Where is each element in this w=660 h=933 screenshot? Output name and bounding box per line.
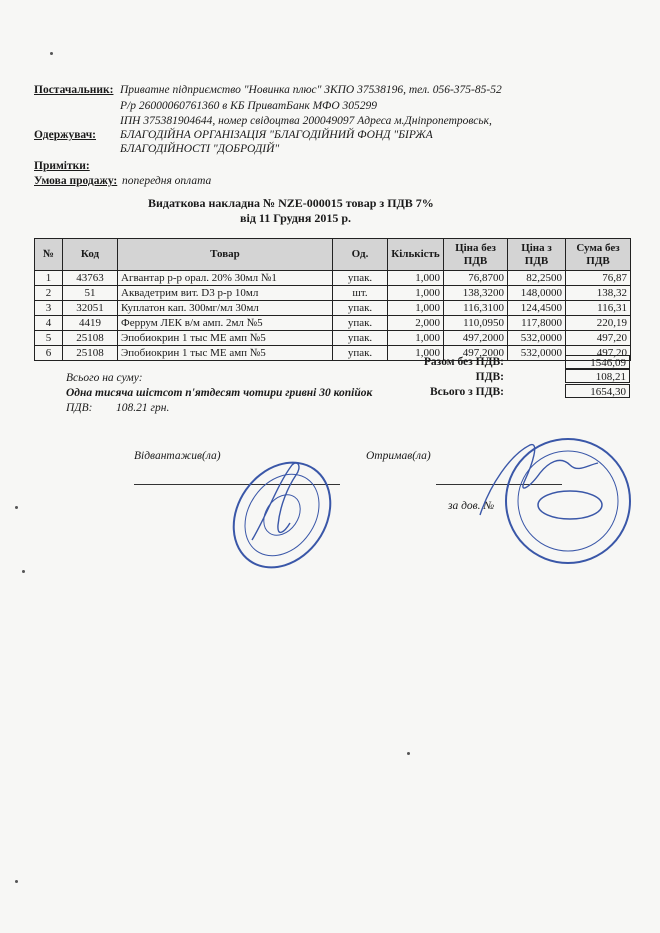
cell-sum-no-vat: 497,20 — [566, 346, 631, 361]
table-row — [35, 346, 631, 361]
cell-product: Феррум ЛЕК в/м амп. 2мл №5 — [118, 316, 333, 331]
table-row — [35, 316, 631, 331]
supplier-line-2: Р/р 26000060761360 в КБ ПриватБанк МФО 305299 — [120, 100, 378, 112]
cell-code: 25108 — [63, 331, 118, 346]
scan-speck — [15, 880, 18, 883]
cell-price-with-vat: 82,2500 — [508, 271, 566, 286]
cell-price-with-vat: 148,0000 — [508, 286, 566, 301]
receiver-line-1: БЛАГОДІЙНА ОРГАНІЗАЦІЯ "БЛАГОДІЙНИЙ ФОНД "БІРЖА — [120, 129, 433, 141]
vat-summary-value: 108.21 грн. — [116, 402, 170, 414]
terms-value: попередня оплата — [122, 175, 212, 187]
document-date: від 11 Грудня 2015 р. — [240, 211, 352, 225]
document-title: Видаткова накладна № NZE-000015 товар з ПДВ 7% — [148, 196, 434, 210]
cell-code: 25108 — [63, 346, 118, 361]
supplier-line-1: Приватне підприємство "Новинка плюс" ЗКПО 37538196, тел. 056-375-85-52 — [120, 84, 502, 96]
supplier-label: Постачальник: — [34, 84, 114, 96]
col-header-code: Код — [63, 239, 118, 271]
cell-quantity: 1,000 — [388, 271, 444, 286]
table-header-row — [35, 239, 631, 271]
terms-label: Умова продажу: — [34, 175, 118, 187]
receiver-signature — [480, 445, 598, 515]
col-header-sum-no-vat: Сума без ПДВ — [566, 239, 631, 271]
cell-price-no-vat: 497,2000 — [444, 346, 508, 361]
table-row — [35, 331, 631, 346]
col-header-quantity: Кількість — [388, 239, 444, 271]
receiver-stamp — [470, 425, 640, 585]
subtotal-value: 1546,09 — [565, 355, 630, 369]
cell-sum-no-vat: 220,19 — [566, 316, 631, 331]
cell-code: 51 — [63, 286, 118, 301]
table-row — [35, 301, 631, 316]
cell-price-no-vat: 116,3100 — [444, 301, 508, 316]
cell-product: Куплатон кап. 300мг/мл 30мл — [118, 301, 333, 316]
scan-speck — [407, 752, 410, 755]
receiver-label: Одержувач: — [34, 129, 97, 141]
col-header-product: Товар — [118, 239, 333, 271]
cell-number: 2 — [35, 286, 63, 301]
cell-product: Аквадетрим вит. D3 р-р 10мл — [118, 286, 333, 301]
col-header-price-with-vat: Ціна з ПДВ — [508, 239, 566, 271]
cell-sum-no-vat: 497,20 — [566, 331, 631, 346]
cell-number: 6 — [35, 346, 63, 361]
cell-quantity: 1,000 — [388, 286, 444, 301]
cell-product: Эпобиокрин 1 тыс МЕ амп №5 — [118, 331, 333, 346]
cell-price-no-vat: 76,8700 — [444, 271, 508, 286]
vat-value: 108,21 — [565, 369, 630, 383]
cell-product: Агвантар р-р орал. 20% 30мл №1 — [118, 271, 333, 286]
table-row — [35, 271, 631, 286]
cell-code: 43763 — [63, 271, 118, 286]
scan-speck — [15, 506, 18, 509]
cell-quantity: 2,000 — [388, 316, 444, 331]
cell-unit: шт. — [333, 286, 388, 301]
sum-in-words: Одна тисяча шістсот п'ятдесят чотири гривні 30 копійок — [66, 387, 373, 399]
cell-unit: упак. — [333, 331, 388, 346]
cell-price-with-vat: 532,0000 — [508, 346, 566, 361]
cell-code: 32051 — [63, 301, 118, 316]
notes-label: Примітки: — [34, 160, 90, 172]
stamp-seal — [222, 445, 342, 585]
cell-price-no-vat: 110,0950 — [444, 316, 508, 331]
proxy-label: за дов. № — [448, 500, 495, 512]
table-row — [35, 286, 631, 301]
vat-summary-label: ПДВ: — [66, 402, 93, 414]
total-label: Всього з ПДВ: — [429, 386, 504, 398]
supplier-stamp — [222, 445, 342, 585]
cell-number: 3 — [35, 301, 63, 316]
total-value: 1654,30 — [565, 384, 630, 398]
shipped-by-label: Відвантажив(ла) — [134, 450, 221, 462]
cell-code: 4419 — [63, 316, 118, 331]
col-header-price-no-vat: Ціна без ПДВ — [444, 239, 508, 271]
supplier-line-3: ІПН 375381904644, номер свідоцтва 200049097 Адреса м.Дніпропетровськ, — [120, 115, 492, 127]
cell-number: 5 — [35, 331, 63, 346]
vat-label: ПДВ: — [475, 371, 504, 383]
cell-number: 1 — [35, 271, 63, 286]
cell-quantity: 1,000 — [388, 346, 444, 361]
cell-unit: упак. — [333, 346, 388, 361]
cell-unit: упак. — [333, 271, 388, 286]
cell-sum-no-vat: 138,32 — [566, 286, 631, 301]
cell-price-with-vat: 117,8000 — [508, 316, 566, 331]
cell-sum-no-vat: 116,31 — [566, 301, 631, 316]
cell-quantity: 1,000 — [388, 301, 444, 316]
cell-unit: упак. — [333, 301, 388, 316]
cell-unit: упак. — [333, 316, 388, 331]
cell-price-no-vat: 138,3200 — [444, 286, 508, 301]
scan-speck — [50, 52, 53, 55]
stamp-seal — [506, 439, 630, 563]
items-table — [34, 238, 631, 361]
cell-sum-no-vat: 76,87 — [566, 271, 631, 286]
scan-speck — [22, 570, 25, 573]
col-header-unit: Од. — [333, 239, 388, 271]
cell-product: Эпобиокрин 1 тыс МЕ амп №5 — [118, 346, 333, 361]
receiver-line-2: БЛАГОДІЙНОСТІ "ДОБРОДІЙ" — [120, 143, 280, 155]
cell-quantity: 1,000 — [388, 331, 444, 346]
cell-price-with-vat: 124,4500 — [508, 301, 566, 316]
subtotal-label: Разом без ПДВ: — [423, 356, 504, 368]
cell-number: 4 — [35, 316, 63, 331]
received-by-label: Отримав(ла) — [366, 450, 431, 462]
cell-price-no-vat: 497,2000 — [444, 331, 508, 346]
col-header-number: № — [35, 239, 63, 271]
sum-label: Всього на суму: — [66, 372, 143, 384]
cell-price-with-vat: 532,0000 — [508, 331, 566, 346]
